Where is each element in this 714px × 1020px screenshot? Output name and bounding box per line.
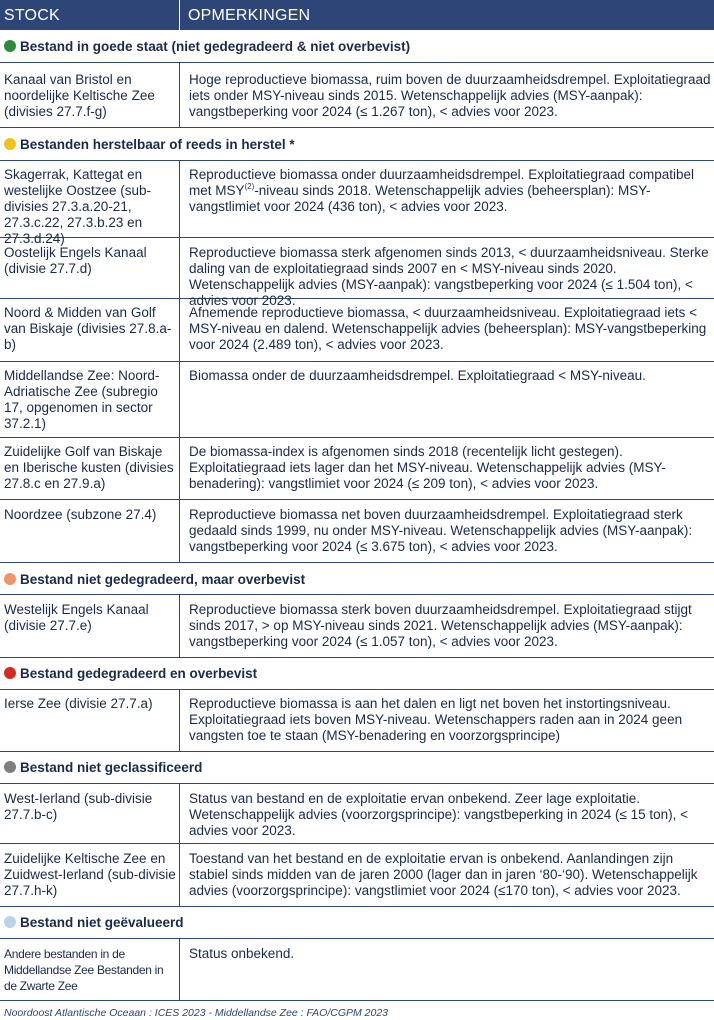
stock-name: Middellandse Zee: Noord-Adriatische Zee (subregio 17, opgenomen in sector 37.2.1): [4, 368, 160, 431]
stock-name: Zuidelijke Golf van Biskaje en Iberische kusten (divisies 27.8.c en 27.9.a): [4, 444, 174, 491]
column-divider: [179, 299, 180, 361]
footnote-ref: (2): [244, 182, 255, 191]
stock-remark: Reproductieve biomassa sterk boven duurzaamheidsdrempel. Exploitatiegraad stijgt sinds 2017, > op MSY-niveau sinds 2021. Wetenschappelijk advies (MSY-aanpak): vangstbeperking voor 2024 (≤ 1.057 ton), < advies voor 2023.: [189, 602, 692, 649]
column-divider: [179, 161, 180, 237]
remark-text: Reproductieve biomassa onder duurzaamheidsdrempel. Exploitatiegraad compatibel met MSY: [189, 167, 695, 198]
table-row: [0, 784, 714, 844]
status-dot-red-icon: [4, 667, 16, 679]
header-divider: [179, 0, 180, 30]
stock-remark: Status onbekend.: [189, 946, 295, 961]
section-label: Bestand niet gedegradeerd, maar overbevist: [20, 572, 306, 587]
table-row: [0, 690, 714, 752]
section-label: Bestand niet geëvalueerd: [20, 915, 184, 930]
stock-remark: Hoge reproductieve biomassa, ruim boven de duurzaamheidsdrempel. Exploitatiegraad iets onder MSY-niveau sinds 2015. Wetenschappelijk advies (MSY-aanpak): vangstbeperking voor 2024 (≤ 1.267 ton), < advies voor 2023.: [189, 72, 711, 119]
header-remarks: OPMERKINGEN: [188, 7, 311, 24]
stock-name: Oostelijk Engels Kanaal (divisie 27.7.d): [4, 245, 147, 276]
source-note: Noordoost Atlantische Oceaan : ICES 2023 - Middellandse Zee : FAO/CGPM 2023: [4, 1007, 389, 1019]
section-good-state: [0, 30, 714, 63]
section-recoverable: [0, 128, 714, 161]
header-stock: STOCK: [4, 7, 60, 24]
status-dot-green-icon: [4, 40, 16, 52]
stock-name: Noordzee (subzone 27.4): [4, 507, 157, 522]
section-label: Bestand in goede staat (niet gedegradeerd & niet overbevist): [20, 39, 411, 54]
status-dot-lightblue-icon: [4, 916, 16, 928]
column-divider: [179, 595, 180, 657]
stock-name: Westelijk Engels Kanaal (divisie 27.7.e): [4, 602, 149, 633]
stock-remark: Status van bestand en de exploitatie ervan onbekend. Zeer lage exploitatie. Wetenschappelijk advies (voorzorgsprincipe): vangstbeperking in 2024 (≤ 15 ton), < advies voor 2023.: [189, 791, 689, 838]
stock-remark: Afnemende reproductieve biomassa, < duurzaamheidsniveau. Exploitatiegraad iets < MSY-niveau en dalend. Wetenschappelijk advies (beheersplan): MSY-vangstbeperking voor 2024 (2.489 ton), < advies voor 2023.: [189, 305, 707, 352]
remark-text: -niveau sinds 2018. Wetenschappelijk advies (beheersplan): MSY-vangstlimiet voor 2024 (436 ton), < advies voor 2023.: [189, 183, 651, 214]
column-divider: [179, 939, 180, 1000]
table-row: [0, 238, 714, 308]
stock-remark: Biomassa onder de duurzaamheidsdrempel. Exploitatiegraad < MSY-niveau.: [189, 368, 646, 383]
table-row: [0, 161, 714, 246]
table-row: [0, 844, 714, 907]
stock-name: Ierse Zee (divisie 27.7.a): [4, 696, 153, 711]
column-divider: [179, 438, 180, 499]
status-dot-orange-icon: [4, 573, 16, 585]
section-degraded: [0, 658, 714, 690]
stock-name: West-Ierland (sub-divisie 27.7.b-c): [4, 791, 153, 822]
stock-remark: [189, 167, 713, 215]
stock-name: Kanaal van Bristol en noordelijke Keltische Zee (divisies 27.7.f-g): [4, 72, 155, 119]
stock-name: Noord & Midden van Golf van Biskaje (divisies 27.8.a-b): [4, 305, 172, 352]
table-row: [0, 299, 714, 362]
section-overfished: [0, 563, 714, 595]
stock-remark: Toestand van het bestand en de exploitatie ervan is onbekend. Aanlandingen zijn stabiel sinds midden van de jaren 2000 (lager dan in jaren ‘80-‘90). Wetenschappelijk advies (voorzorgsprincipe): vangstlimiet voor 2024 (≤170 ton), < advies voor 2023.: [189, 851, 698, 898]
table-row: [0, 500, 714, 563]
stock-remark: De biomassa-index is afgenomen sinds 2018 (recentelijk licht gestegen). Exploitatiegraad iets lager dan het MSY-niveau. Wetenschappelijk advies (MSY-benadering): vangstlimiet voor 2024 (≤ 209 ton), < advies voor 2023.: [189, 444, 666, 491]
status-dot-yellow-icon: [4, 138, 16, 150]
stock-remark: Reproductieve biomassa net boven duurzaamheidsdrempel. Exploitatiegraad sterk gedaald sinds 1999, nu onder MSY-niveau. Wetenschappelijk advies (MSY-aanpak): vangstbeperking voor 2024 (≤ 3.675 ton), < advies voor 2023.: [189, 507, 693, 554]
table-header: [0, 0, 714, 30]
stock-remark: Reproductieve biomassa is aan het dalen en ligt net boven het instortingsniveau. Exploitatiegraad iets boven MSY-niveau. Wetenschappers raden aan in 2024 geen vangsten toe te staan (MSY-benadering en voorzorgsprincipe): [189, 696, 683, 743]
section-unclassified: [0, 752, 714, 784]
section-label: Bestanden herstelbaar of reeds in herstel *: [20, 137, 295, 152]
section-label: Bestand niet geclassificeerd: [20, 760, 203, 775]
table-row: [0, 438, 714, 500]
stock-name: Zuidelijke Keltische Zee en Zuidwest-Ierland (sub-divisie 27.7.h-k): [4, 851, 176, 898]
column-divider: [179, 500, 180, 562]
column-divider: [179, 844, 180, 906]
table-row: [0, 939, 714, 1001]
section-not-evaluated: [0, 907, 714, 939]
column-divider: [179, 362, 180, 437]
column-divider: [179, 784, 180, 843]
stock-name: Andere bestanden in de Middellandse Zee Bestanden in de Zwarte Zee: [4, 947, 164, 993]
column-divider: [179, 690, 180, 751]
table-row: [0, 595, 714, 658]
column-divider: [179, 238, 180, 298]
stock-remark: Reproductieve biomassa sterk afgenomen sinds 2013, < duurzaamheidsniveau. Sterke daling van de exploitatiegraad sinds 2007 en < MSY-niveau sinds 2020. Wetenschappelijk advies (MSY-aanpak): vangstbeperking voor 2024 (≤ 1.504 ton), < advies voor 2023.: [189, 245, 709, 308]
table-row: [0, 63, 714, 128]
table-row: [0, 362, 714, 438]
status-dot-grey-icon: [4, 761, 16, 773]
section-label: Bestand gedegradeerd en overbevist: [20, 666, 258, 681]
stock-name: Skagerrak, Kattegat en westelijke Oostzee (sub-divisies 27.3.a.20-21, 27.3.c.22, 27.3.b.23 en 27.3.d.24): [4, 167, 152, 246]
column-divider: [179, 63, 180, 127]
